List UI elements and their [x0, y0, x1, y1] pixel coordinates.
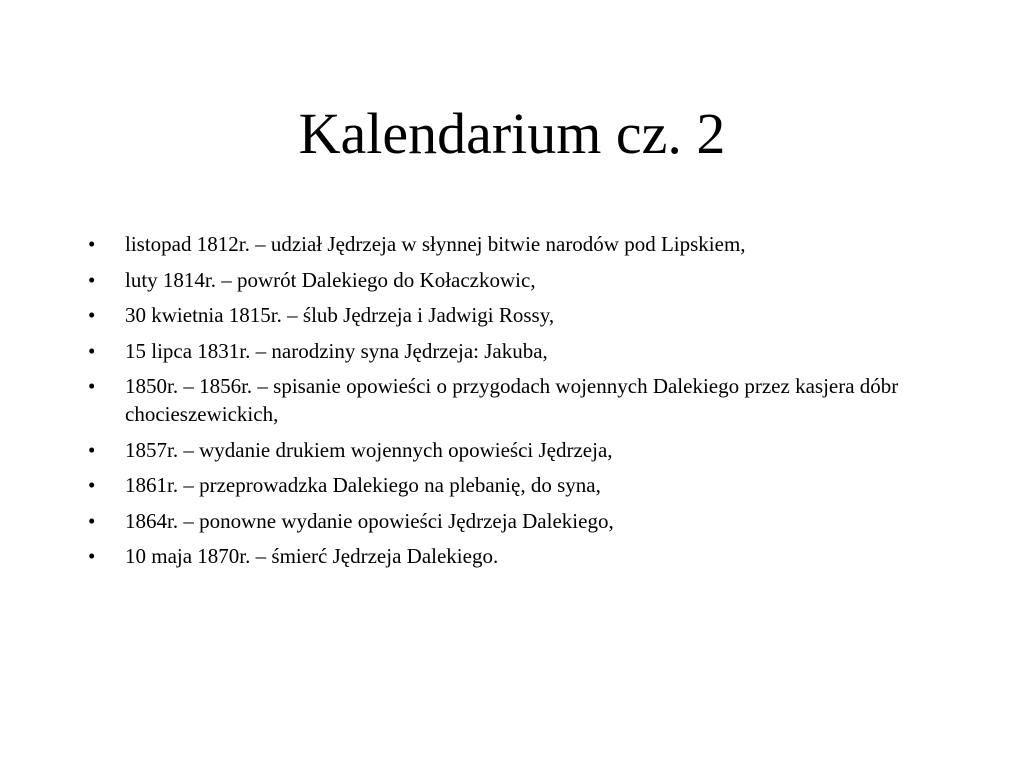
list-item [88, 337, 958, 365]
list-item [88, 542, 958, 570]
list-item-text: 15 lipca 1831r. – narodziny syna Jędrzeja: Jakuba, [125, 338, 548, 363]
list-item-text: 1850r. – 1856r. – spisanie opowieści o przygodach wojennych Dalekiego przez kasjera dóbr chocieszewickich, [125, 374, 899, 426]
bullet-list [88, 230, 958, 578]
bullet-icon: • [88, 544, 96, 568]
list-item-text: listopad 1812r. – udział Jędrzeja w słynnej bitwie narodów pod Lipskiem, [125, 232, 746, 256]
list-item [88, 301, 958, 329]
list-item [88, 230, 958, 258]
bullet-icon: • [88, 267, 96, 292]
bullet-icon: • [88, 473, 96, 497]
bullet-icon: • [88, 232, 96, 256]
list-item-text: 1857r. – wydanie drukiem wojennych opowieści Jędrzeja, [125, 437, 613, 462]
list-item [88, 436, 958, 464]
bullet-icon: • [88, 303, 96, 327]
list-item [88, 471, 958, 499]
list-item-text: 10 maja 1870r. – śmierć Jędrzeja Dalekiego. [125, 544, 499, 568]
list-item-text: 1864r. – ponowne wydanie opowieści Jędrzeja Dalekiego, [125, 508, 614, 533]
bullet-icon: • [88, 508, 96, 533]
list-item-text: 30 kwietnia 1815r. – ślub Jędrzeja i Jadwigi Rossy, [125, 303, 555, 327]
slide-title: Kalendarium cz. 2 [298, 101, 726, 166]
list-item [88, 507, 958, 535]
bullet-icon: • [88, 374, 96, 398]
list-item-text: luty 1814r. – powrót Dalekiego do Kołaczkowic, [125, 267, 536, 292]
list-item [88, 266, 958, 294]
list-item-text: 1861r. – przeprowadzka Dalekiego na plebanię, do syna, [125, 473, 601, 497]
bullet-icon: • [88, 338, 96, 363]
list-item [88, 372, 958, 428]
bullet-icon: • [88, 437, 96, 462]
